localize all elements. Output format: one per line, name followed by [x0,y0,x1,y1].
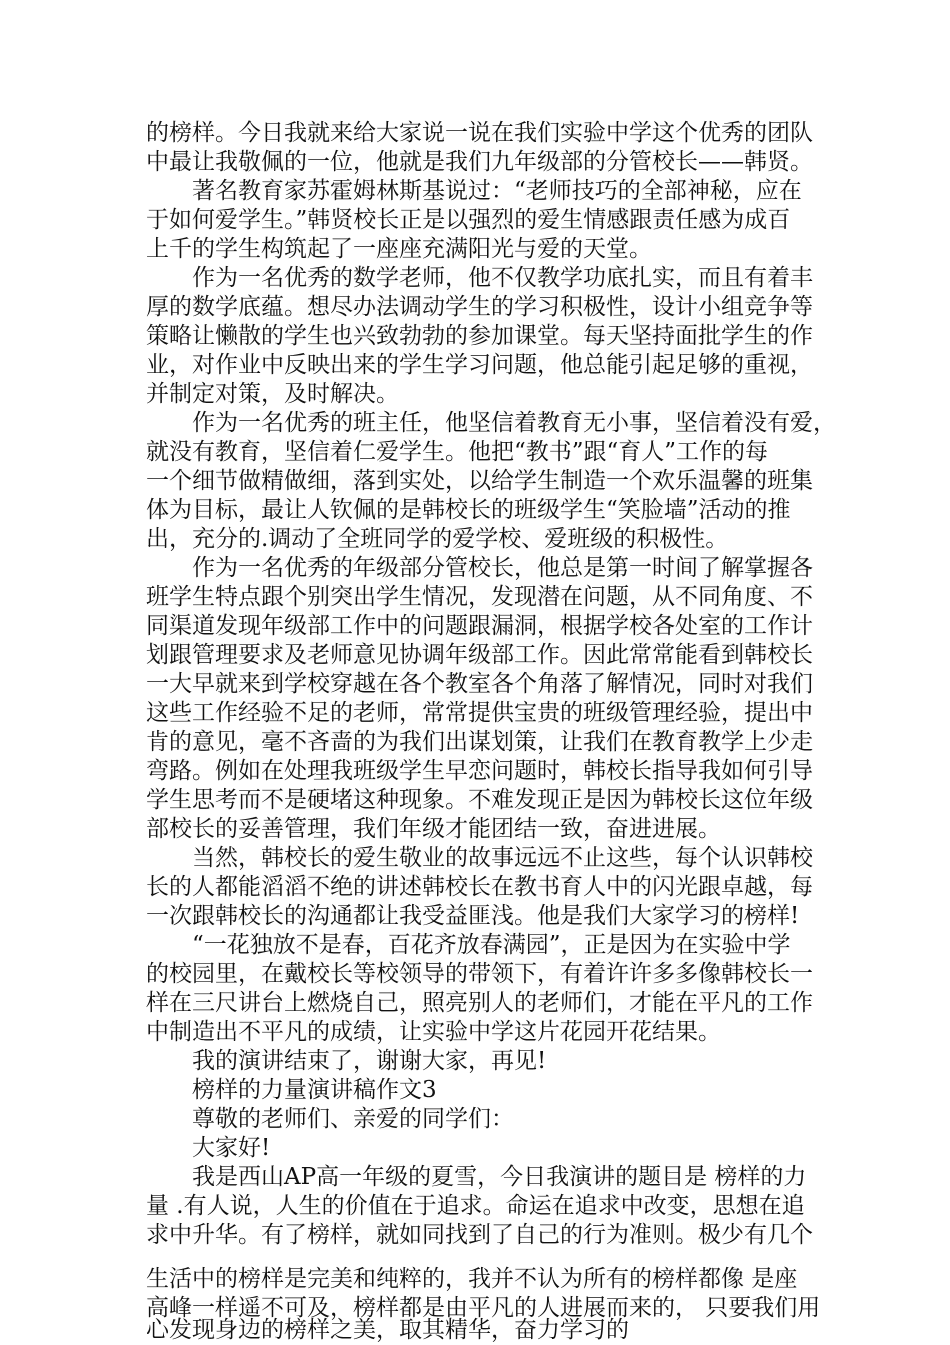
text-line: 业，对作业中反映出来的学生学习问题，他总能引起足够的重视， [146,352,813,378]
text-line: 这些工作经验不足的老师，常常提供宝贵的班级管理经验，提出中 [146,700,813,726]
text-line: 高峰一样遥不可及，榜样都是由平凡的人进展而来的， 只要我们用 [146,1295,821,1321]
text-line: 中制造出不平凡的成绩，让实验中学这片花园开花结果。 [146,1019,721,1045]
text-line: 大家好! [146,1135,271,1161]
text-line: 样在三尺讲台上燃烧自己，照亮别人的老师们，才能在平凡的工作 [146,990,813,1016]
text-line: 划跟管理要求及老师意见协调年级部工作。因此常常能看到韩校长 [146,642,813,668]
text-line: 上千的学生构筑起了一座座充满阳光与爱的天堂。 [146,236,652,262]
text-line: 弯路。例如在处理我班级学生早恋问题时，韩校长指导我如何引导 [146,758,813,784]
text-line: 作为一名优秀的班主任，他坚信着教育无小事，坚信着没有爱， [146,410,836,436]
text-line: 一大早就来到学校穿越在各个教室各个角落了解情况，同时对我们 [146,671,813,697]
text-line: 班学生特点跟个别突出学生情况，发现潜在问题，从不同角度、不 [146,584,813,610]
text-line: 长的人都能滔滔不绝的讲述韩校长在教书育人中的闪光跟卓越，每 [146,874,813,900]
text-line: 同渠道发现年级部工作中的问题跟漏洞，根据学校各处室的工作计 [146,613,813,639]
text-line: 就没有教育，坚信着仁爱学生。他把“教书”跟“育人”工作的每 [146,439,769,465]
text-line: 生活中的榜样是完美和纯粹的，我并不认为所有的榜样都像 是座 [146,1266,798,1292]
text-line: 并制定对策，及时解决。 [146,381,399,407]
text-line: “一花独放不是春，百花齐放春满园”，正是因为在实验中学 [146,932,791,958]
text-line: 榜样的力量演讲稿作文3 [146,1077,437,1103]
text-line: 我的演讲结束了，谢谢大家，再见! [146,1048,547,1074]
text-line: 一次跟韩校长的沟通都让我受益匪浅。他是我们大家学习的榜样! [146,903,800,929]
text-line: 体为目标，最让人钦佩的是韩校长的班级学生“笑脸墙”活动的推 [146,497,791,523]
text-line: 策略让懒散的学生也兴致勃勃的参加课堂。每天坚持面批学生的作 [146,323,813,349]
text-line: 心发现身边的榜样之美，取其精华，奋力学习的 [146,1317,629,1343]
text-line: 作为一名优秀的数学老师，他不仅教学功底扎实，而且有着丰 [146,265,813,291]
text-line: 的校园里，在戴校长等校领导的带领下，有着许许多多像韩校长一 [146,961,813,987]
text-line: 一个细节做精做细，落到实处，以给学生制造一个欢乐温馨的班集 [146,468,813,494]
text-line: 于如何爱学生。”韩贤校长正是以强烈的爱生情感跟责任感为成百 [146,207,791,233]
text-line: 的榜样。今日我就来给大家说一说在我们实验中学这个优秀的团队 [146,120,813,146]
text-line: 我是西山AP高一年级的夏雪，今日我演讲的题目是 榜样的力 [146,1164,807,1190]
text-line: 学生思考而不是硬堵这种现象。不难发现正是因为韩校长这位年级 [146,787,813,813]
text-line: 尊敬的老师们、亲爱的同学们： [146,1106,514,1132]
text-line: 厚的数学底蕴。想尽办法调动学生的学习积极性，设计小组竞争等 [146,294,813,320]
text-line: 肯的意见，毫不吝啬的为我们出谋划策，让我们在教育教学上少走 [146,729,813,755]
text-line: 部校长的妥善管理，我们年级才能团结一致，奋进进展。 [146,816,721,842]
text-line: 中最让我敬佩的一位，他就是我们九年级部的分管校长——韩贤。 [146,149,813,175]
text-line: 著名教育家苏霍姆林斯基说过：“老师技巧的全部神秘，应在 [146,178,802,204]
text-line: 作为一名优秀的年级部分管校长，他总是第一时间了解掌握各 [146,555,813,581]
text-line: 量 .有人说，人生的价值在于追求。命运在追求中改变，思想在追 [146,1193,805,1219]
text-line: 当然，韩校长的爱生敬业的故事远远不止这些，每个认识韩校 [146,845,813,871]
text-line: 求中升华。有了榜样，就如同找到了自己的行为准则。极少有几个 [146,1222,813,1248]
text-line: 出，充分的.调动了全班同学的爱学校、爱班级的积极性。 [146,526,729,552]
